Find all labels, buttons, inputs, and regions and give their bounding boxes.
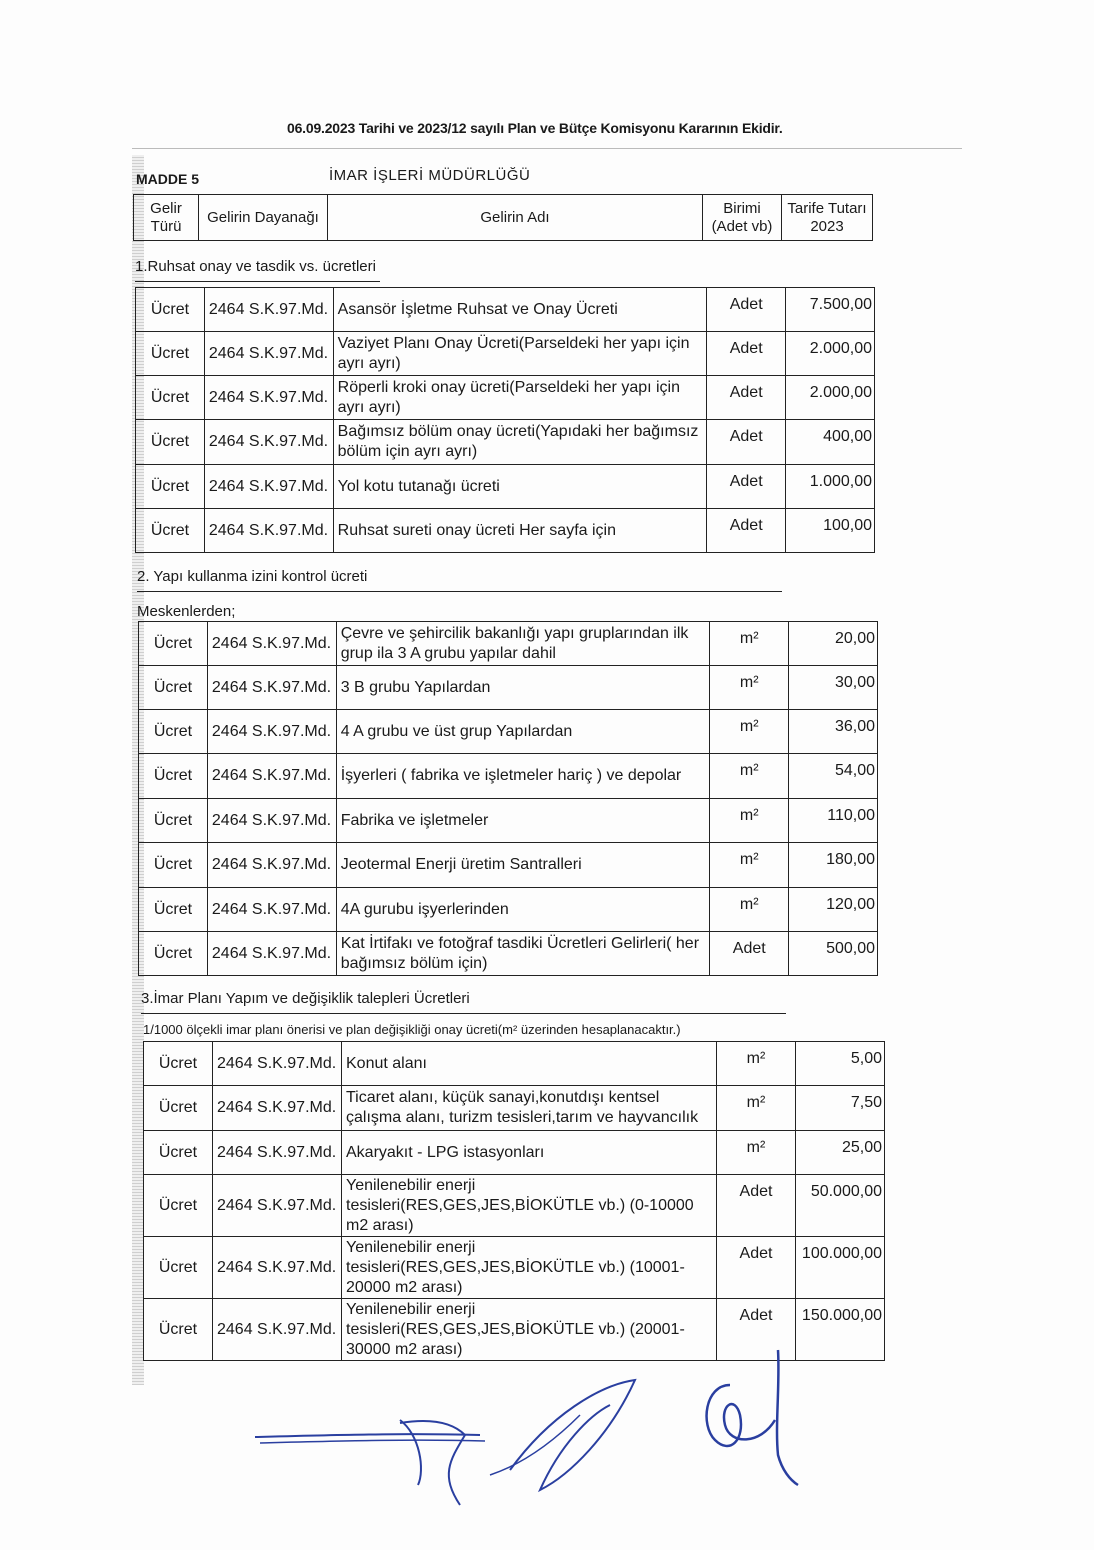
col-header-name: Gelirin Adı: [328, 195, 703, 241]
cell-amount: 20,00: [789, 622, 878, 666]
cell-name: Vaziyet Planı Onay Ücreti(Parseldeki her yapı için ayrı ayrı): [333, 332, 707, 376]
cell-amount: 110,00: [789, 799, 878, 843]
cell-unit: Adet: [707, 288, 786, 332]
table-row: [136, 376, 875, 420]
cell-type: Ücret: [144, 1131, 213, 1175]
cell-unit: Adet: [707, 332, 786, 376]
cell-amount: 2.000,00: [786, 376, 875, 420]
cell-type: Ücret: [139, 888, 208, 932]
cell-unit: m²: [717, 1086, 796, 1131]
cell-unit: m²: [710, 666, 789, 710]
cell-name: Yol kotu tutanağı ücreti: [333, 465, 707, 509]
cell-amount: 54,00: [789, 754, 878, 799]
cell-unit: Adet: [707, 376, 786, 420]
cell-type: Ücret: [139, 754, 208, 799]
article-label: MADDE 5: [136, 171, 200, 187]
table-row: [139, 666, 878, 710]
cell-basis: 2464 S.K.97.Md.: [207, 888, 336, 932]
cell-basis: 2464 S.K.97.Md.: [207, 799, 336, 843]
cell-name: Yenilenebilir enerji tesisleri(RES,GES,JES,BİOKÜTLE vb.) (0-10000 m2 arası): [342, 1175, 717, 1237]
cell-unit: m²: [710, 622, 789, 666]
cell-unit: Adet: [710, 932, 789, 976]
cell-name: Çevre ve şehircilik bakanlığı yapı gruplarından ilk grup ila 3 A grubu yapılar dahil: [336, 622, 710, 666]
section-2-underline: [137, 591, 782, 592]
cell-unit: Adet: [707, 509, 786, 553]
cell-name: Röperli kroki onay ücreti(Parseldeki her yapı için ayrı ayrı): [333, 376, 707, 420]
cell-amount: 5,00: [796, 1042, 885, 1086]
cell-amount: 120,00: [789, 888, 878, 932]
cell-type: Ücret: [139, 799, 208, 843]
cell-basis: 2464 S.K.97.Md.: [207, 843, 336, 888]
column-header-table: [133, 194, 873, 241]
table-row: [136, 509, 875, 553]
cell-name: Kat İrtifakı ve fotoğraf tasdiki Ücretleri Gelirleri( her bağımsız bölüm için): [336, 932, 710, 976]
table-row: [136, 332, 875, 376]
cell-amount: 36,00: [789, 710, 878, 754]
cell-amount: 7,50: [796, 1086, 885, 1131]
col-header-unit: Birimi (Adet vb): [703, 195, 782, 241]
cell-name: 4A gurubu işyerlerinden: [336, 888, 710, 932]
table-row: [139, 932, 878, 976]
cell-basis: 2464 S.K.97.Md.: [204, 376, 333, 420]
cell-type: Ücret: [144, 1175, 213, 1237]
cell-unit: m²: [710, 799, 789, 843]
section-1-title: 1.Ruhsat onay ve tasdik vs. ücretleri: [135, 258, 376, 275]
cell-name: Yenilenebilir enerji tesisleri(RES,GES,JES,BİOKÜTLE vb.) (10001-20000 m2 arası): [342, 1237, 717, 1299]
signature-1: [250, 1375, 670, 1515]
cell-type: Ücret: [136, 465, 205, 509]
table-row: [136, 420, 875, 465]
cell-basis: 2464 S.K.97.Md.: [204, 420, 333, 465]
cell-unit: Adet: [707, 420, 786, 465]
cell-name: 4 A grubu ve üst grup Yapılardan: [336, 710, 710, 754]
signature-2: [690, 1345, 810, 1495]
table-row: [139, 754, 878, 799]
cell-name: Asansör İşletme Ruhsat ve Onay Ücreti: [333, 288, 707, 332]
cell-unit: Adet: [707, 465, 786, 509]
cell-basis: 2464 S.K.97.Md.: [207, 710, 336, 754]
cell-type: Ücret: [144, 1237, 213, 1299]
cell-basis: 2464 S.K.97.Md.: [207, 754, 336, 799]
cell-basis: 2464 S.K.97.Md.: [207, 932, 336, 976]
section-2-table: [138, 621, 878, 976]
cell-basis: 2464 S.K.97.Md.: [204, 465, 333, 509]
cell-type: Ücret: [136, 332, 205, 376]
cell-amount: 180,00: [789, 843, 878, 888]
cell-type: Ücret: [144, 1299, 213, 1361]
cell-amount: 30,00: [789, 666, 878, 710]
cell-name: Akaryakıt - LPG istasyonları: [342, 1131, 717, 1175]
cell-name: İşyerleri ( fabrika ve işletmeler hariç ) ve depolar: [336, 754, 710, 799]
section-2-subtitle: Meskenlerden;: [137, 603, 236, 620]
section-1-table: [135, 287, 875, 553]
section-3-underline: [141, 1013, 786, 1014]
cell-name: Fabrika ve işletmeler: [336, 799, 710, 843]
cell-type: Ücret: [144, 1086, 213, 1131]
cell-unit: m²: [710, 710, 789, 754]
table-row: [144, 1131, 885, 1175]
section-3-title: 3.İmar Planı Yapım ve değişiklik talepleri Ücretleri: [141, 990, 470, 1007]
section-2-title: 2. Yapı kullanma izini kontrol ücreti: [137, 568, 368, 585]
cell-type: Ücret: [139, 622, 208, 666]
cell-amount: 2.000,00: [786, 332, 875, 376]
cell-type: Ücret: [139, 710, 208, 754]
table-row: [136, 465, 875, 509]
cell-basis: 2464 S.K.97.Md.: [213, 1175, 342, 1237]
cell-basis: 2464 S.K.97.Md.: [204, 509, 333, 553]
table-row: [136, 288, 875, 332]
cell-type: Ücret: [139, 843, 208, 888]
col-header-amount: Tarife Tutarı 2023: [782, 195, 873, 241]
table-row: [139, 799, 878, 843]
cell-name: Jeotermal Enerji üretim Santralleri: [336, 843, 710, 888]
cell-type: Ücret: [136, 509, 205, 553]
cell-type: Ücret: [139, 666, 208, 710]
cell-name: Yenilenebilir enerji tesisleri(RES,GES,JES,BİOKÜTLE vb.) (20001-30000 m2 arası): [342, 1299, 717, 1361]
cell-type: Ücret: [136, 376, 205, 420]
cell-type: Ücret: [139, 932, 208, 976]
cell-name: Bağımsız bölüm onay ücreti(Yapıdaki her bağımsız bölüm için ayrı ayrı): [333, 420, 707, 465]
cell-unit: m²: [717, 1131, 796, 1175]
document-header: 06.09.2023 Tarihi ve 2023/12 sayılı Plan ve Bütçe Komisyonu Kararının Ekidir.: [287, 120, 783, 136]
cell-amount: 100,00: [786, 509, 875, 553]
col-header-type: Gelir Türü: [134, 195, 199, 241]
cell-amount: 150.000,00: [796, 1299, 885, 1361]
cell-unit: m²: [710, 888, 789, 932]
table-row: [139, 888, 878, 932]
cell-amount: 500,00: [789, 932, 878, 976]
section-3-table: [143, 1041, 885, 1361]
cell-basis: 2464 S.K.97.Md.: [213, 1299, 342, 1361]
cell-amount: 25,00: [796, 1131, 885, 1175]
cell-amount: 1.000,00: [786, 465, 875, 509]
table-row: [144, 1175, 885, 1237]
cell-unit: m²: [710, 843, 789, 888]
cell-basis: 2464 S.K.97.Md.: [207, 622, 336, 666]
cell-basis: 2464 S.K.97.Md.: [213, 1042, 342, 1086]
cell-basis: 2464 S.K.97.Md.: [207, 666, 336, 710]
cell-basis: 2464 S.K.97.Md.: [213, 1086, 342, 1131]
cell-basis: 2464 S.K.97.Md.: [204, 288, 333, 332]
cell-amount: 7.500,00: [786, 288, 875, 332]
cell-type: Ücret: [136, 420, 205, 465]
cell-basis: 2464 S.K.97.Md.: [204, 332, 333, 376]
cell-basis: 2464 S.K.97.Md.: [213, 1131, 342, 1175]
col-header-basis: Gelirin Dayanağı: [199, 195, 328, 241]
section-3-subtitle: 1/1000 ölçekli imar planı önerisi ve plan değişikliği onay ücreti(m² üzerinden hesaplanacaktır.): [143, 1022, 681, 1037]
cell-unit: m²: [717, 1042, 796, 1086]
cell-amount: 400,00: [786, 420, 875, 465]
section-1-underline: [135, 281, 380, 282]
cell-basis: 2464 S.K.97.Md.: [213, 1237, 342, 1299]
cell-unit: Adet: [717, 1237, 796, 1299]
table-row: [144, 1237, 885, 1299]
table-row: [144, 1042, 885, 1086]
cell-name: Konut alanı: [342, 1042, 717, 1086]
cell-unit: Adet: [717, 1299, 796, 1361]
cell-unit: m²: [710, 754, 789, 799]
cell-name: 3 B grubu Yapılardan: [336, 666, 710, 710]
table-row: [139, 710, 878, 754]
cell-amount: 100.000,00: [796, 1237, 885, 1299]
cell-type: Ücret: [144, 1042, 213, 1086]
cell-amount: 50.000,00: [796, 1175, 885, 1237]
cell-type: Ücret: [136, 288, 205, 332]
table-row: [144, 1086, 885, 1131]
table-row: [139, 622, 878, 666]
cell-unit: Adet: [717, 1175, 796, 1237]
table-row: [139, 843, 878, 888]
cell-name: Ruhsat sureti onay ücreti Her sayfa için: [333, 509, 707, 553]
cell-name: Ticaret alanı, küçük sanayi,konutdışı kentsel çalışma alanı, turizm tesisleri,tarım ve hayvancılık: [342, 1086, 717, 1131]
top-rule: [132, 148, 962, 149]
department-title: İMAR İŞLERİ MÜDÜRLÜĞÜ: [329, 167, 531, 184]
